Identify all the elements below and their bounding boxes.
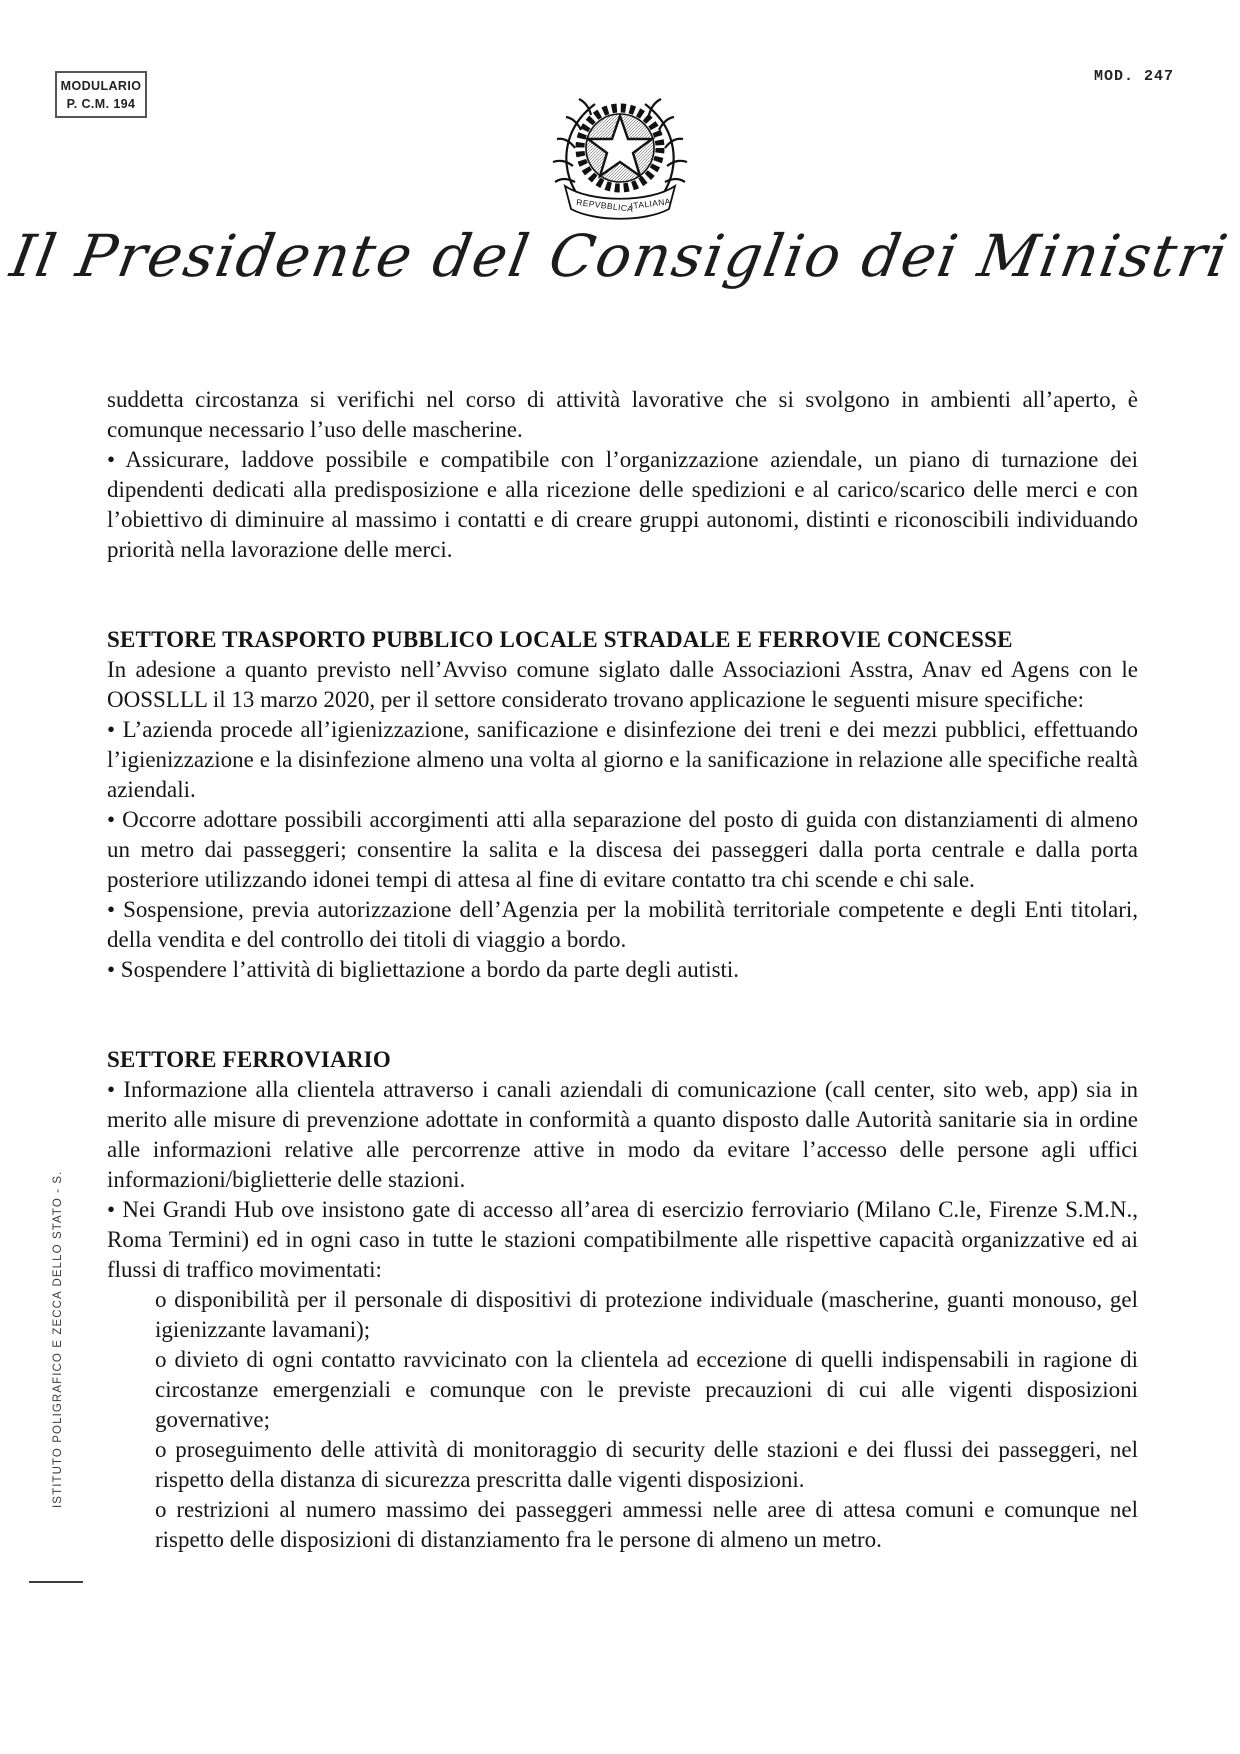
paragraph-adesione: In adesione a quanto previsto nell’Avviso comune siglato dalle Associazioni Asstra, Anav ed Agens con le OOSSLLL il 13 marzo 2020, per il settore considerato trovano applicazione le seguenti misure specifiche: xyxy=(107,657,1138,712)
emblem-container xyxy=(0,82,1240,222)
bullet-azienda-igienizzazione: • L’azienda procede all’igienizzazione, sanificazione e disinfezione dei treni e dei mezzi pubblici, effettuando l’igienizzazione e la disinfezione almeno una volta al giorno e la sanificazione in relazione alle specifiche realtà aziendali. xyxy=(107,717,1138,802)
bullet-informazione-clientela: • Informazione alla clientela attraverso i canali aziendali di comunicazione (call center, sito web, app) sia in merito alle misure di prevenzione adottate in conformità a quanto disposto dalle Autorità sanitarie sia in ordine alle informazioni relative alle percorrenze attive in modo da evitare l’accesso delle persone agli uffici informazioni/biglietterie delle stazioni. xyxy=(107,1077,1138,1192)
modulario-line1: MODULARIO xyxy=(60,79,142,93)
section-heading-ferroviario: SETTORE FERROVIARIO xyxy=(107,1047,391,1072)
bullet-separazione-guida: • Occorre adottare possibili accorgimenti atti alla separazione del posto di guida con distanziamenti di almeno un metro dai passeggeri; consentire la salita e la discesa dei passeggeri dalla porta centrale e dalla porta posteriore utilizzando idonei tempi di attesa al fine di evitare contatto tra chi scende e chi sale. xyxy=(107,807,1138,892)
sub-item-monitoraggio-security: o proseguimento delle attività di monitoraggio di security delle stazioni e dei flussi dei passeggeri, nel rispetto della distanza di sicurezza prescritta dalle vigenti disposizioni. xyxy=(155,1437,1138,1492)
letterhead-title: Il Presidente del Consiglio dei Ministri xyxy=(5,222,1235,290)
bullet-assicurare: • Assicurare, laddove possibile e compatibile con l’organizzazione aziendale, un piano di turnazione dei dipendenti dedicati alla predisposizione e alla ricezione delle spedizioni e al carico/scarico delle merci e con l’obiettivo di diminuire al massimo i contatti e di creare gruppi autonomi, distinti e riconoscibili individuando priorità nella lavorazione delle merci. xyxy=(107,447,1138,562)
sub-item-restrizioni-passeggeri: o restrizioni al numero massimo dei passeggeri ammessi nelle aree di attesa comuni e comunque nel rispetto delle disposizioni di distanziamento fra le persone di almeno un metro. xyxy=(155,1497,1138,1552)
emblem-banner-text-right: ITALIANA xyxy=(630,196,672,211)
sub-item-divieto-contatto: o divieto di ogni contatto ravvicinato con la clientela ad eccezione di quelli indispensabili in ragione di circostanze emergenziali e comunque con le previste precauzioni di cui alle vigenti disposizioni governative; xyxy=(155,1347,1138,1432)
sub-item-dispositivi-protezione: o disponibilità per il personale di dispositivi di protezione individuale (mascherine, guanti monouso, gel igienizzante lavamani); xyxy=(155,1287,1138,1342)
modulario-line2: P. C.M. 194 xyxy=(66,97,136,112)
section-heading-trasporto-pubblico: SETTORE TRASPORTO PUBBLICO LOCALE STRADALE E FERROVIE CONCESSE xyxy=(107,627,1013,652)
italian-republic-emblem-icon xyxy=(545,82,695,222)
bullet-sospendere-bigliettazione: • Sospendere l’attività di bigliettazione a bordo da parte degli autisti. xyxy=(107,957,740,982)
bullet-grandi-hub: • Nei Grandi Hub ove insistono gate di accesso all’area di esercizio ferroviario (Milano C.le, Firenze S.M.N., Roma Termini) ed in ogni caso in tutte le stazioni compatibilmente alle rispettive capacità organizzative ed ai flussi di traffico movimentati: xyxy=(107,1197,1138,1282)
mod-number: MOD. 247 xyxy=(1094,68,1175,85)
printer-imprint: ISTITUTO POLIGRAFICO E ZECCA DELLO STATO - S. xyxy=(52,1170,64,1508)
paragraph-continuation: suddetta circostanza si verifichi nel corso di attività lavorative che si svolgono in ambienti all’aperto, è comunque necessario l’uso delle mascherine. xyxy=(107,387,1138,442)
margin-rule xyxy=(29,1581,83,1583)
document-body xyxy=(107,385,1138,1555)
bullet-sospensione-vendita: • Sospensione, previa autorizzazione dell’Agenzia per la mobilità territoriale competente e degli Enti titolari, della vendita e del controllo dei titoli di viaggio a bordo. xyxy=(107,897,1138,952)
emblem-banner-text-left: REPVBBLICA xyxy=(575,197,634,214)
